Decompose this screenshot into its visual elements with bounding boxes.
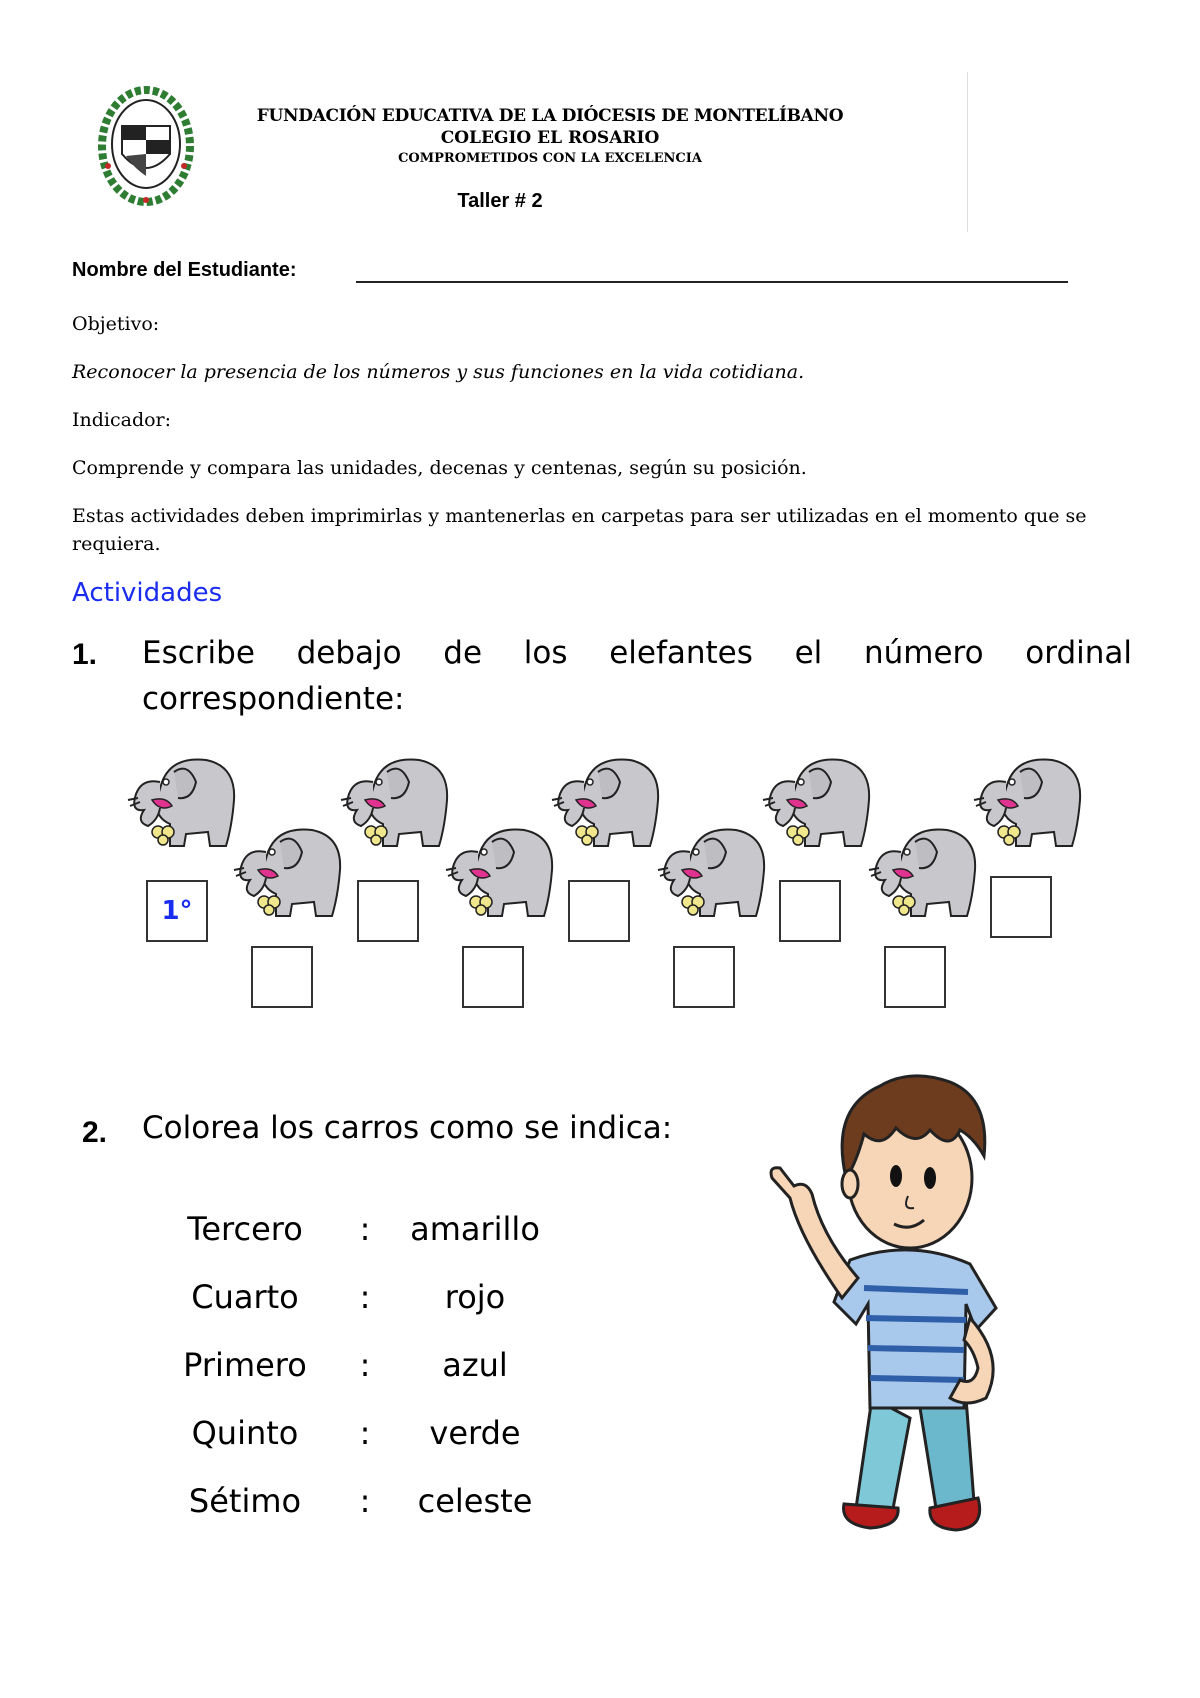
- answer-box-5[interactable]: [568, 880, 630, 942]
- color-row-3: [160, 1346, 580, 1402]
- school-logo: [96, 86, 196, 206]
- elephant-6: [652, 822, 770, 926]
- objective-text: Reconocer la presencia de los números y sus funciones en la vida cotidiana.: [72, 361, 805, 383]
- color-label: celeste: [417, 1482, 533, 1520]
- indicator-label: Indicador:: [72, 409, 172, 431]
- answer-box-6[interactable]: [673, 946, 735, 1008]
- elephant-1: [122, 752, 240, 856]
- indicator-text: Comprende y compara las unidades, decenas y centenas, según su posición.: [72, 457, 807, 479]
- objective-label: Objetivo:: [72, 313, 160, 335]
- question-2-number: 2.: [82, 1116, 108, 1149]
- student-name-label: Nombre del Estudiante:: [72, 259, 297, 281]
- color-label: verde: [429, 1414, 521, 1452]
- elephant-7: [757, 752, 875, 856]
- ordinal-label: Sétimo: [188, 1482, 302, 1520]
- color-row-1: [160, 1210, 580, 1266]
- school-motto: COMPROMETIDOS CON LA EXCELENCIA: [398, 151, 702, 166]
- separator: :: [359, 1482, 371, 1520]
- answer-box-8[interactable]: [884, 946, 946, 1008]
- color-row-5: [160, 1482, 580, 1538]
- ordinal-label: Cuarto: [191, 1278, 299, 1316]
- answer-box-9[interactable]: [990, 876, 1052, 938]
- student-name-field[interactable]: [356, 281, 1068, 283]
- school-name: COLEGIO EL ROSARIO: [440, 128, 660, 148]
- answer-box-3[interactable]: [357, 880, 419, 942]
- header-divider: [967, 72, 968, 232]
- workshop-title: Taller # 2: [457, 190, 543, 212]
- color-row-4: [160, 1414, 580, 1470]
- institution-name: FUNDACIÓN EDUCATIVA DE LA DIÓCESIS DE MONTELÍBANO: [256, 106, 844, 126]
- ordinal-label: Primero: [183, 1346, 307, 1384]
- separator: :: [359, 1278, 371, 1316]
- color-label: rojo: [444, 1278, 506, 1316]
- answer-box-7[interactable]: [779, 880, 841, 942]
- elephant-3: [335, 752, 453, 856]
- separator: :: [359, 1346, 371, 1384]
- separator: :: [359, 1414, 371, 1452]
- ordinal-label: Tercero: [187, 1210, 303, 1248]
- elephant-4: [440, 822, 558, 926]
- color-label: azul: [442, 1346, 508, 1384]
- question-2-text: Colorea los carros como se indica:: [142, 1110, 673, 1146]
- question-1-number: 1.: [72, 638, 98, 671]
- question-1-text: Escribe debajo de los elefantes el número ordinal: [142, 635, 1132, 671]
- elephant-9: [968, 752, 1086, 856]
- activities-heading: Actividades: [72, 578, 223, 608]
- answer-box-2[interactable]: [251, 946, 313, 1008]
- answer-box-1[interactable]: 1°: [146, 880, 208, 942]
- separator: :: [359, 1210, 371, 1248]
- boy-pointing-illustration: [760, 1068, 1060, 1568]
- elephant-2: [228, 822, 346, 926]
- elephant-8: [863, 822, 981, 926]
- color-row-2: [160, 1278, 580, 1334]
- answer-box-4[interactable]: [462, 946, 524, 1008]
- ordinal-label: Quinto: [191, 1414, 299, 1452]
- instructions-note: Estas actividades deben imprimirlas y mantenerlas en carpetas para ser utilizadas en el momento que se requiera.: [72, 505, 1087, 555]
- elephant-5: [546, 752, 664, 856]
- color-label: amarillo: [410, 1210, 540, 1248]
- question-1-text-continued: correspondiente:: [142, 681, 405, 717]
